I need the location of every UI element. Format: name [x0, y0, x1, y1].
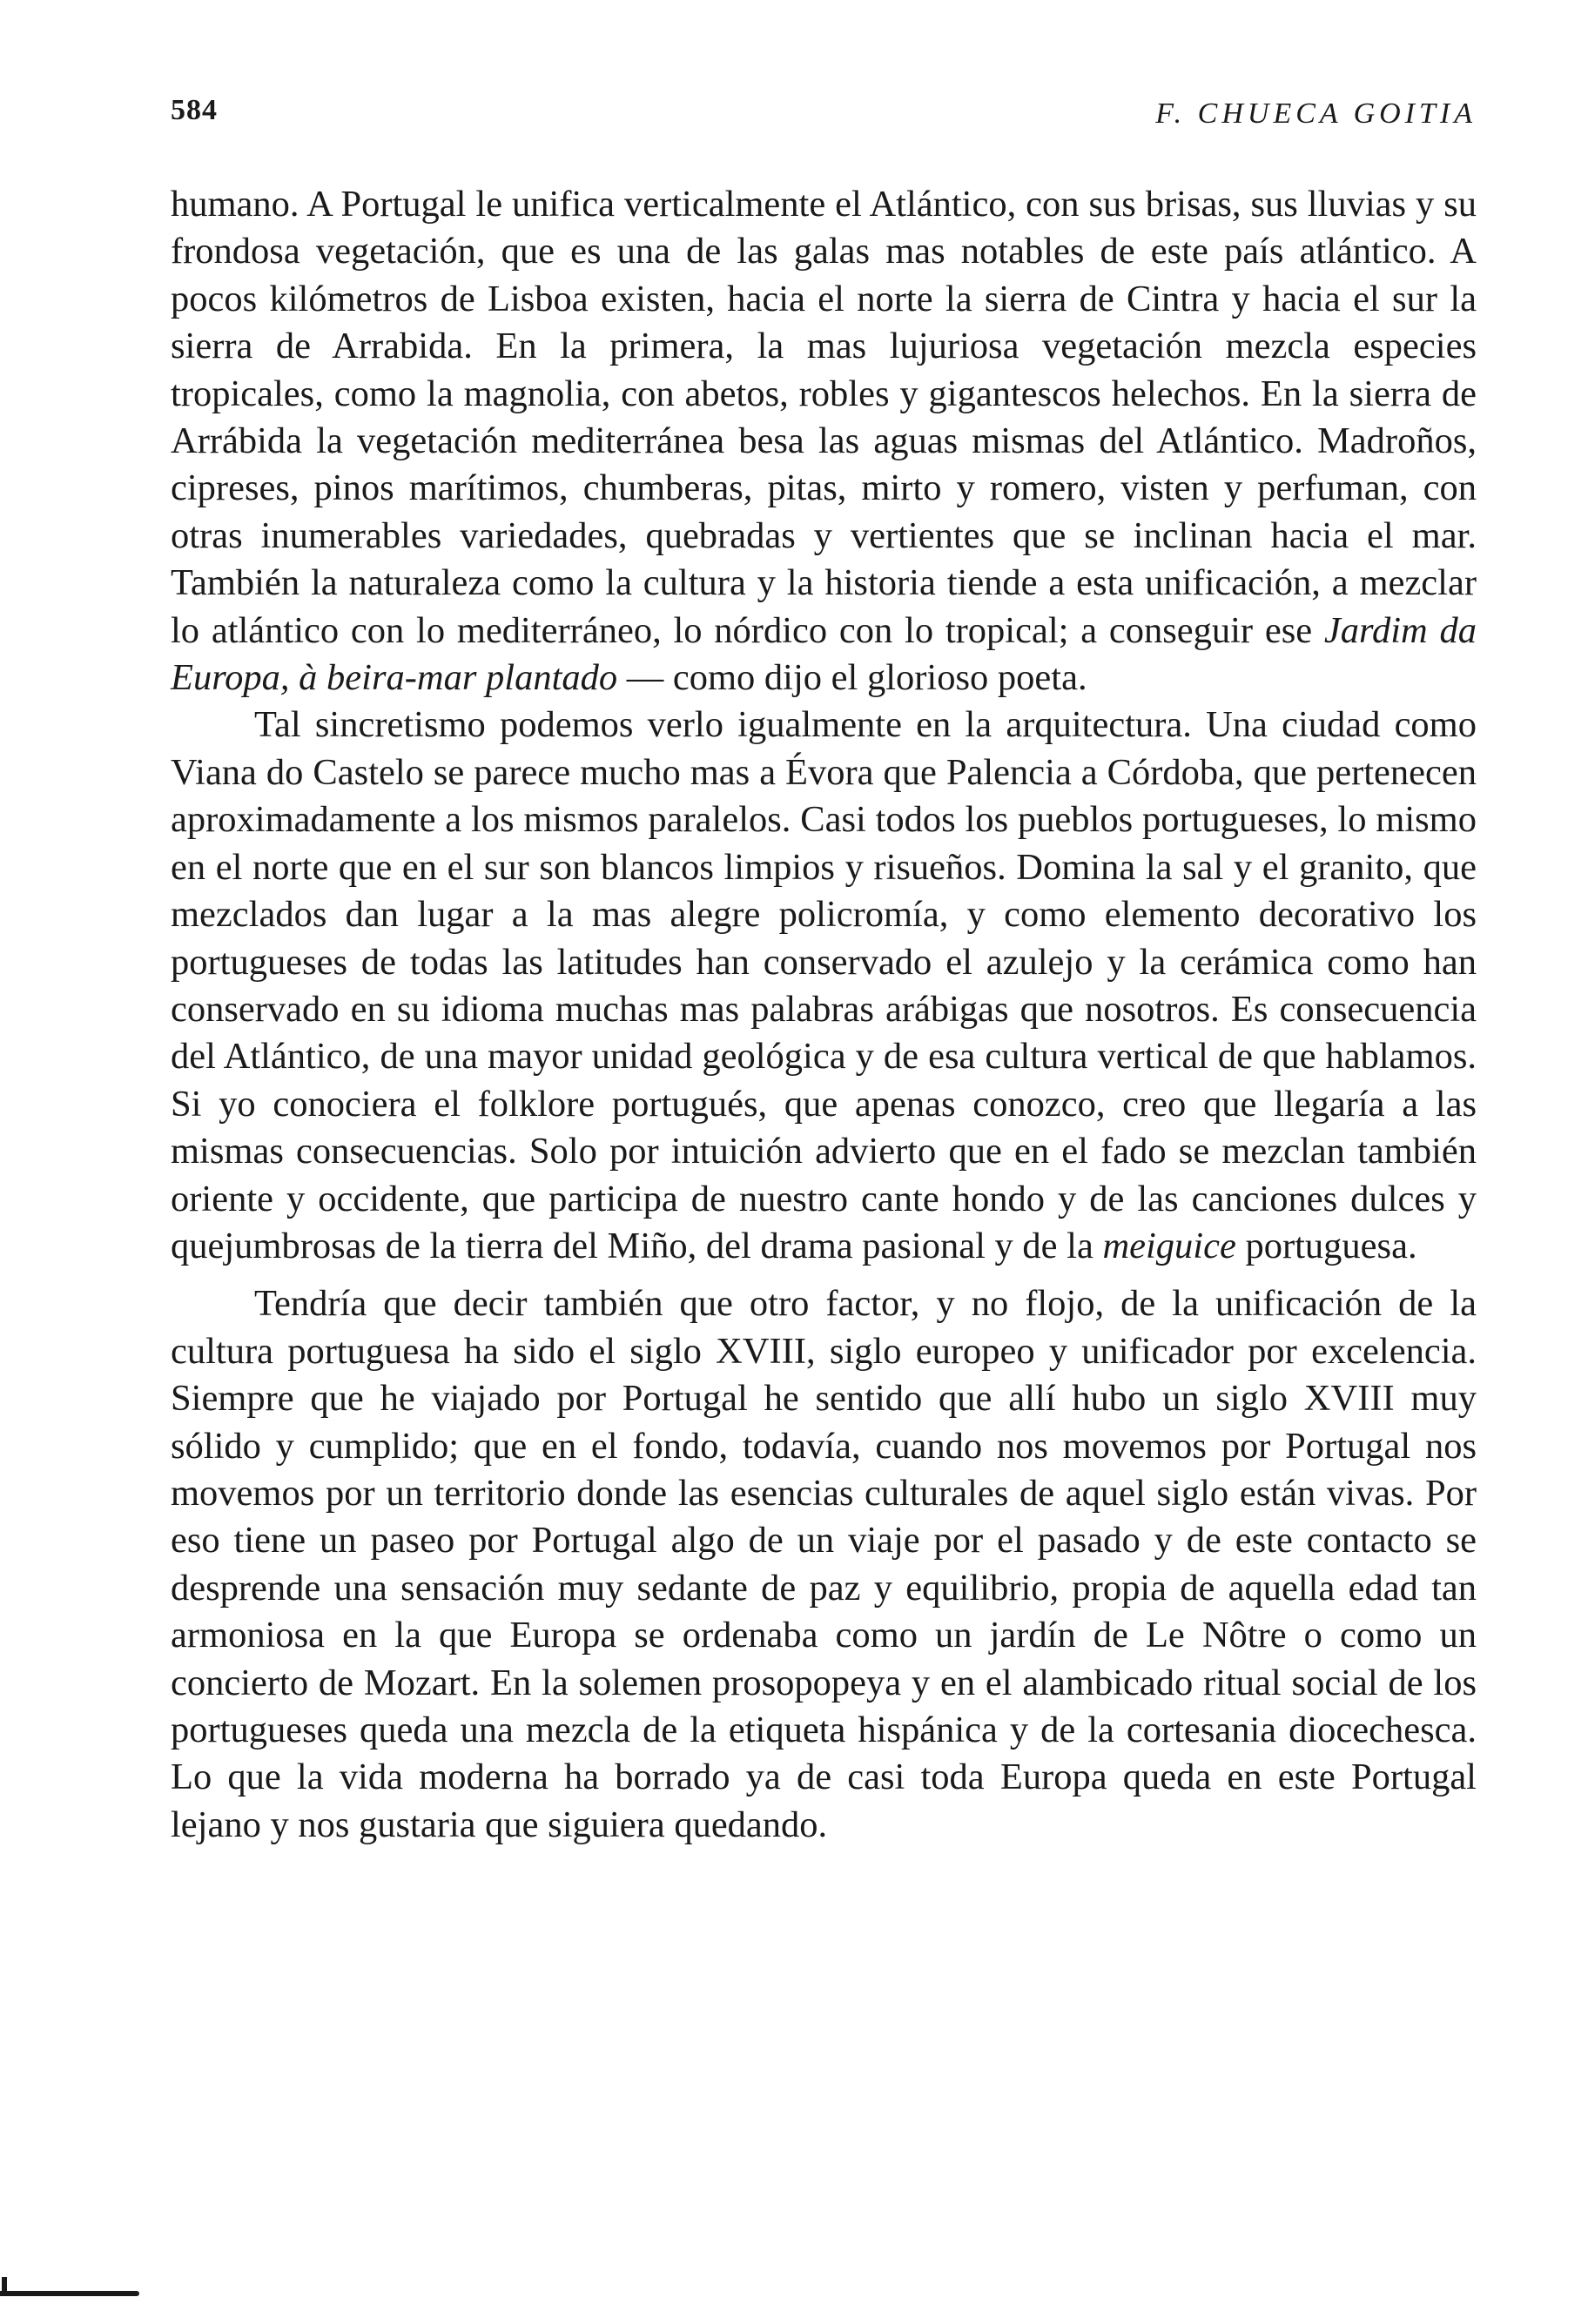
paragraph-3-text: Tendría que decir también que otro factor, y no flojo, de la unificación de la cultura portuguesa ha sido el siglo XVIII, siglo europeo y unificador por excelencia. Siempre que he viajado por Portugal he sentido que allí hubo un siglo XVIII muy sólido y cumplido; que en el fondo, todavía, cuando nos movemos por Portugal nos movemos por un territorio donde las esencias culturales de aquel siglo están vivas. Por eso tiene un paseo por Portugal algo de un viaje por el pasado y de este contacto se desprende una sensación muy sedante de paz y equilibrio, propia de aquella edad tan armoniosa en la que Europa se ordenaba como un jardín de Le Nôtre o como un concierto de Mozart. En la solemen prosopopeya y en el alambicado ritual social de los portugueses queda una mezcla de la etiqueta hispánica y de la cortesania diocechesca. Lo que la vida moderna ha borrado ya de casi toda Europa queda en este Portugal lejano y nos gustaria que siguiera quedando. [171, 1283, 1477, 1845]
paragraph-2 [171, 702, 1477, 1270]
paragraph-2-tail: portuguesa. [1235, 1225, 1417, 1266]
scan-edge-line [0, 2291, 139, 2296]
running-head: F. CHUECA GOITIA [1155, 97, 1477, 130]
paragraph-1-tail: — como dijo el glorioso poeta. [617, 657, 1087, 699]
paragraph-2-text: Tal sincretismo podemos verlo igualmente en la arquitectura. Una ciudad como Viana do Castelo se parece mucho mas a Évora que Palencia a Córdoba, que pertenecen aproximadamente a los mismos paralelos. Casi todos los pueblos portugueses, lo mismo en el norte que en el sur son blancos limpios y risueños. Domina la sal y el granito, que mezclados dan lugar a la mas alegre policromía, y como elemento decorativo los portugueses de todas las latitudes han conservado el azulejo y la cerámica como han conservado en su idioma muchas mas palabras arábigas que nosotros. Es consecuencia del Atlántico, de una mayor unidad geológica y de esa cultura vertical de que hablamos. Si yo conociera el folklore portugués, que apenas conozco, creo que llegaría a las mismas consecuencias. Solo por intuición advierto que en el fado se mezclan también oriente y occidente, que participa de nuestro cante hondo y de las canciones dulces y quejumbrosas de la tierra del Miño, del drama pasional y de la [171, 704, 1477, 1266]
paragraph-2-italic: meiguice [1102, 1225, 1236, 1266]
paragraph-3 [171, 1280, 1477, 1849]
body-text [171, 181, 1477, 1849]
paragraph-1-text: humano. A Portugal le unifica verticalmente el Atlántico, con sus brisas, sus lluvias y su frondosa vegetación, que es una de las galas mas notables de este país atlántico. A pocos kilómetros de Lisboa existen, hacia el norte la sierra de Cintra y hacia el sur la sierra de Arrabida. En la primera, la mas lujuriosa vegetación mezcla especies tropicales, como la magnolia, con abetos, robles y gigantescos helechos. En la sierra de Arrábida la vegetación mediterránea besa las aguas mismas del Atlántico. Madroños, cipreses, pinos marítimos, chumberas, pitas, mirto y romero, visten y perfuman, con otras inumerables variedades, quebradas y vertientes que se inclinan hacia el mar. También la naturaleza como la cultura y la historia tiende a esta unificación, a mezclar lo atlántico con lo mediterráneo, lo nórdico con lo tropical; a conseguir ese [171, 184, 1477, 651]
paragraph-1 [171, 181, 1477, 702]
page-number: 584 [171, 94, 218, 126]
paragraph-1-italic: Jardim da Europa, à beira-mar plantado [171, 609, 1477, 699]
